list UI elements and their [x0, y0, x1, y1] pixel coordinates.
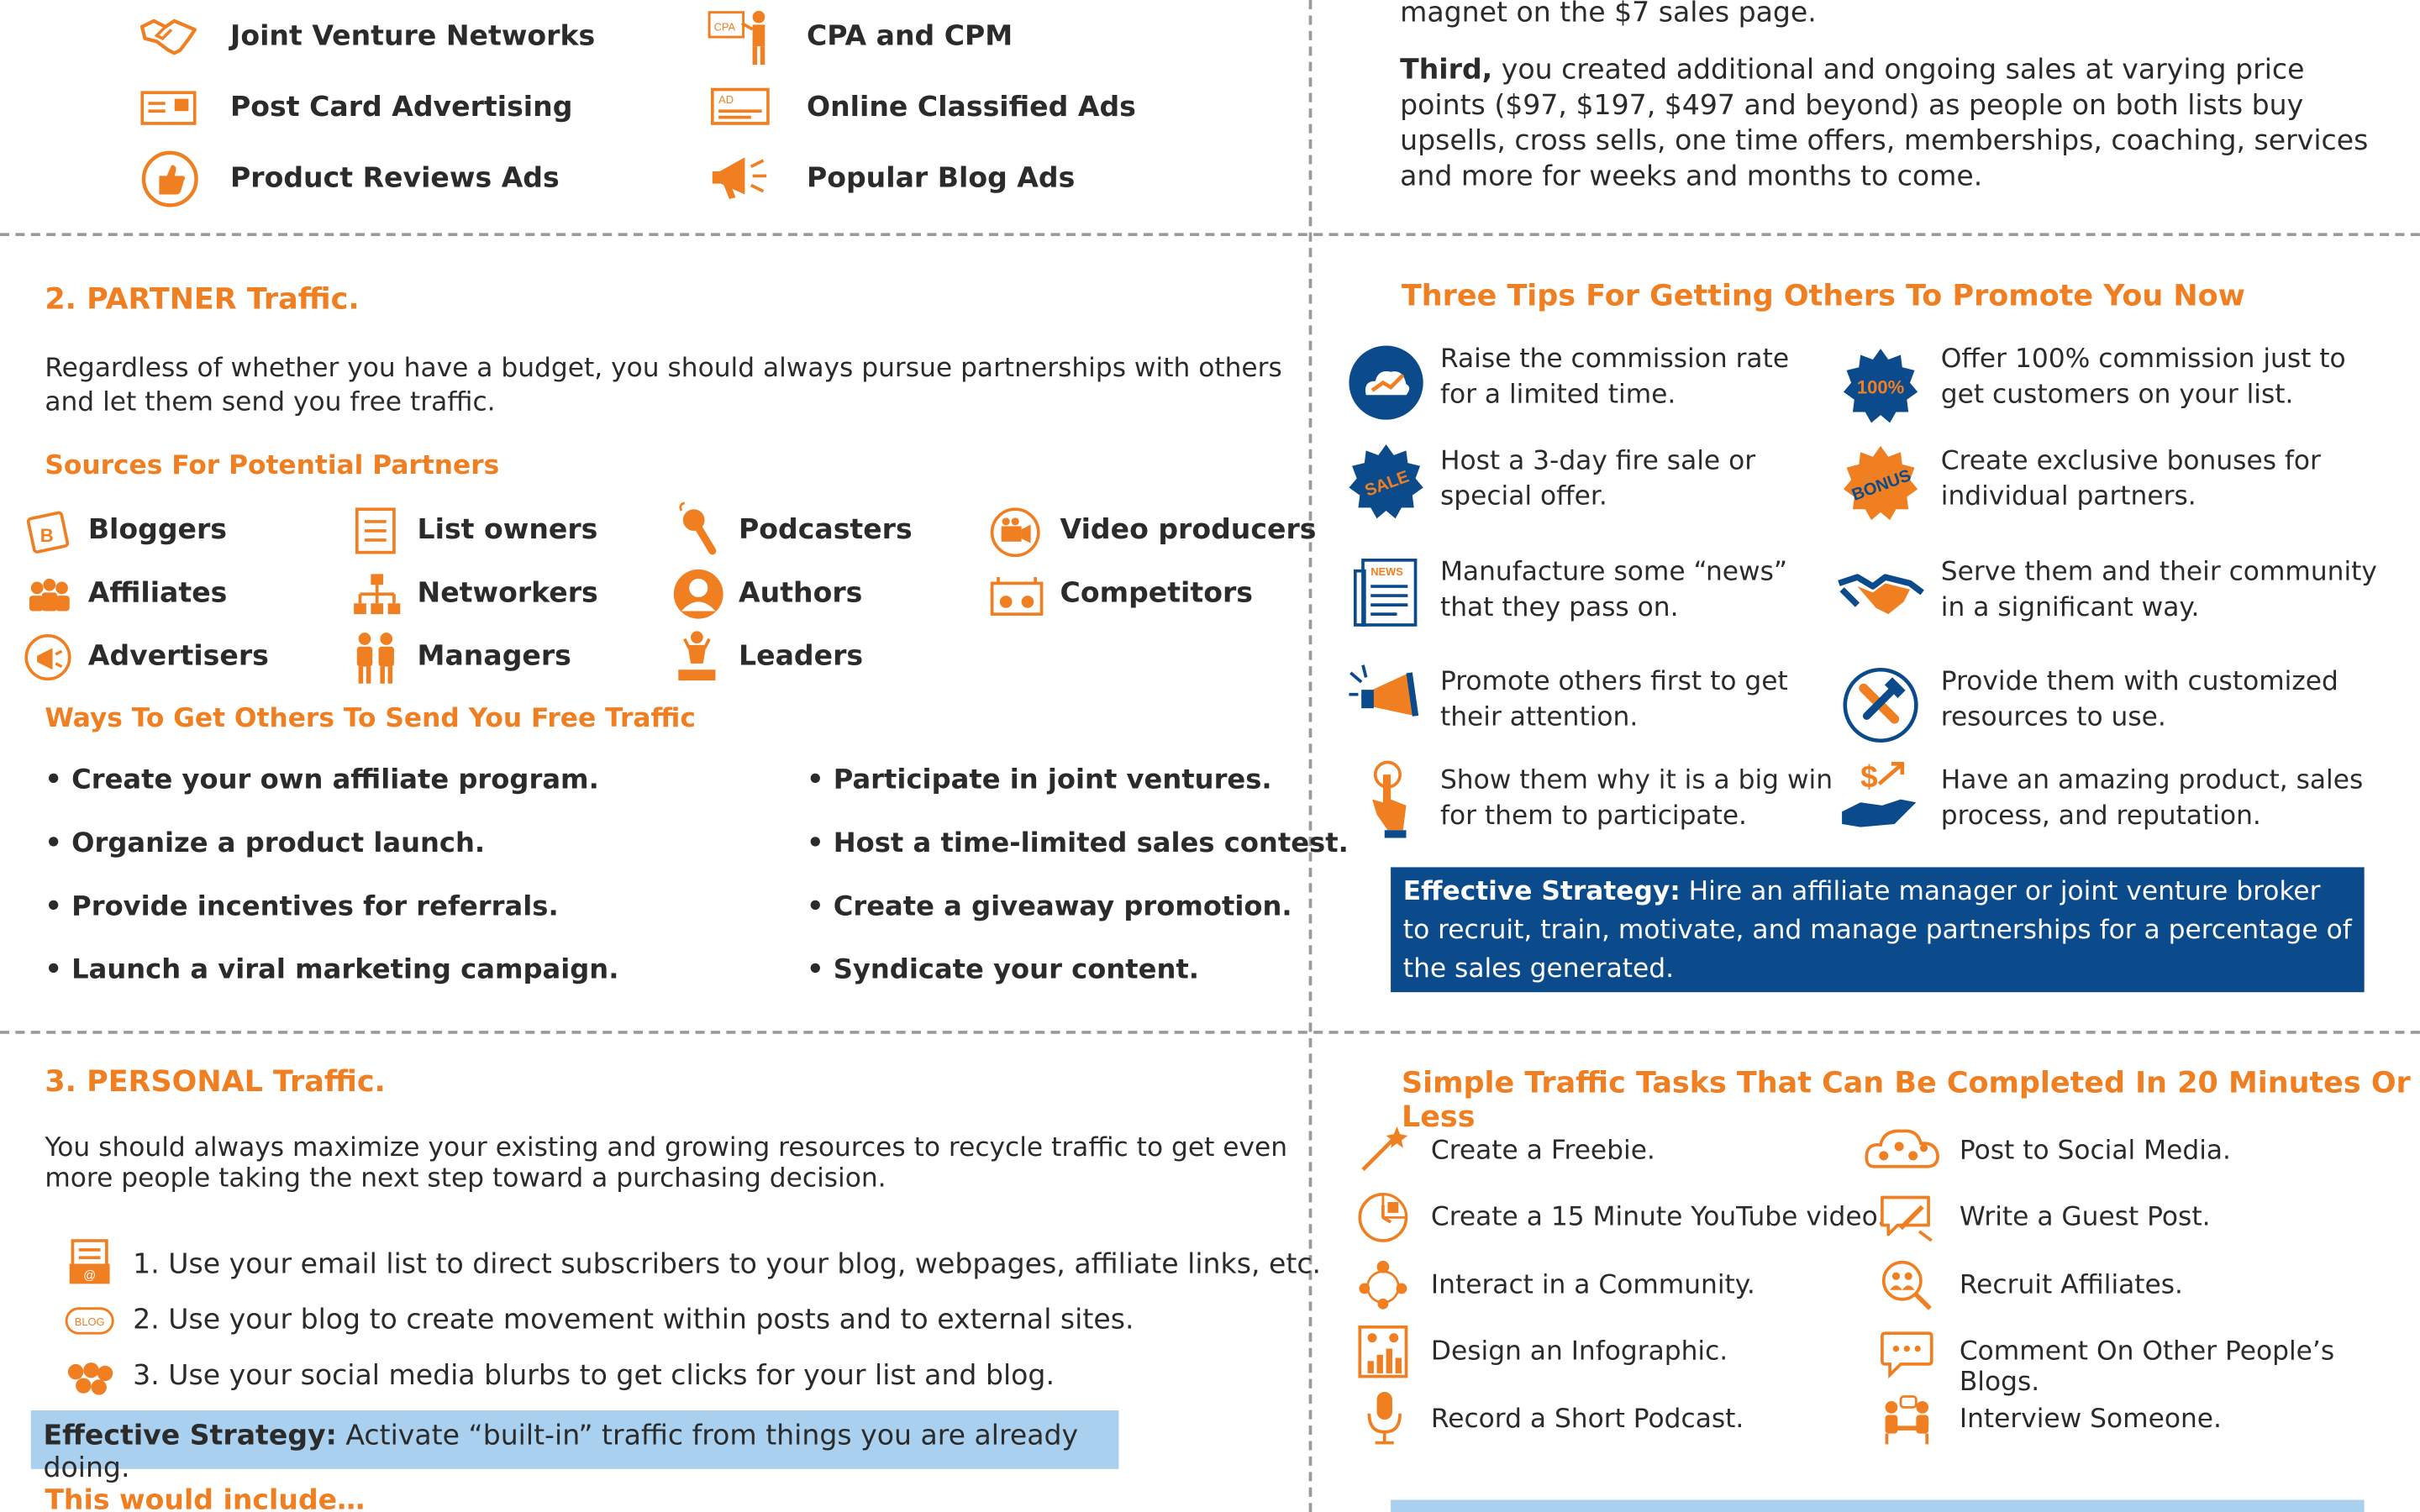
sales-page-text: magnet on the $7 sales page. — [1400, 0, 1817, 29]
task-text: Design an Infographic. — [1430, 1336, 1728, 1368]
tip-text: Show them why it is a big win for them to participate. — [1439, 765, 1833, 832]
task-text: Interact in a Community. — [1430, 1269, 1755, 1301]
megaphone-icon — [1348, 664, 1428, 728]
sale-badge-text: SALE — [1362, 467, 1412, 501]
ad-source-label: CPA and CPM — [806, 19, 1013, 53]
thumbs-up-icon — [140, 150, 199, 208]
clock-icon — [1357, 1191, 1410, 1243]
task-text: Record a Short Podcast. — [1430, 1404, 1744, 1436]
sources-title: Sources For Potential Partners — [45, 450, 500, 482]
task-text: Post to Social Media. — [1959, 1136, 2231, 1167]
source-label: Leaders — [739, 640, 864, 673]
ad-source-label: Joint Venture Networks — [230, 19, 596, 53]
personal-item-text: 3. Use your social media blurbs to get clicks for your list and blog. — [133, 1359, 1055, 1392]
bonus-badge-icon — [1842, 444, 1919, 522]
task-text: Create a 15 Minute YouTube video. — [1430, 1202, 1886, 1233]
infographic-icon — [1357, 1324, 1410, 1379]
tip-text: Provide them with customized resources to use. — [1940, 666, 2338, 733]
svg-text:$: $ — [1860, 759, 1878, 794]
personal-item-text: 1. Use your email list to direct subscribers to your blog, webpages, affiliate links, etc. — [133, 1248, 1322, 1281]
row-divider-2 — [0, 1031, 2420, 1034]
tip-text: Create exclusive bonuses for individual partners. — [1940, 445, 2321, 512]
svg-text:@: @ — [83, 1268, 97, 1283]
source-label: Managers — [417, 640, 571, 673]
ways-title: Ways To Get Others To Send You Free Traffic — [45, 703, 696, 735]
task-text: Write a Guest Post. — [1959, 1202, 2211, 1233]
money-hand-icon — [1839, 756, 1922, 837]
task-text: Create a Freebie. — [1430, 1136, 1655, 1167]
advertiser-icon — [24, 633, 73, 682]
tip-text: Offer 100% commission just to get customers on your list. — [1940, 344, 2346, 411]
way-item: • Host a time-limited sales contest. — [806, 828, 1349, 860]
source-label: Advertisers — [87, 640, 269, 673]
competitors-icon — [989, 574, 1044, 617]
source-label: Networkers — [417, 577, 598, 610]
tasks-title: Simple Traffic Tasks That Can Be Completed In 20 Minutes Or Less — [1401, 1066, 2411, 1135]
tips-strategy-box — [1391, 867, 2365, 992]
source-label: Bloggers — [87, 513, 228, 547]
svg-text:AD: AD — [718, 93, 734, 107]
task-text: Recruit Affiliates. — [1959, 1269, 2184, 1301]
social-cloud-icon — [1862, 1123, 1943, 1175]
source-label: Authors — [739, 577, 863, 610]
source-label: List owners — [417, 513, 598, 547]
recruit-icon — [1879, 1257, 1934, 1313]
svg-text:B: B — [39, 524, 54, 546]
magic-wand-icon — [1357, 1123, 1410, 1175]
task-text: Comment On Other People’s Blogs. — [1959, 1336, 2335, 1399]
third-text: you created additional and ongoing sales at varying price points ($97, $197, $497 and beyond) as people on both lists buy upsells, cross sells, one time offers, memberships, coaching, services and more for weeks and months to come. — [1400, 54, 2369, 193]
bonus-badge-text: BONUS — [1849, 466, 1914, 505]
include-heading: This would include… — [45, 1484, 366, 1512]
presenter-icon — [708, 8, 772, 66]
third-paragraph — [1400, 52, 2374, 194]
person-icon — [672, 568, 725, 620]
way-item: • Launch a viral marketing campaign. — [45, 955, 619, 986]
tools-icon — [1842, 667, 1919, 744]
handshake-icon — [1836, 564, 1926, 626]
strategy-label: Effective Strategy: — [1402, 876, 1681, 908]
personal-traffic-title: 3. PERSONAL Traffic. — [45, 1064, 386, 1099]
ad-source-label: Post Card Advertising — [230, 91, 573, 123]
network-icon — [352, 571, 402, 621]
personal-item-text: 2. Use your blog to create movement within posts and to external sites. — [133, 1304, 1134, 1336]
microphone-icon — [1363, 1389, 1406, 1447]
tasks-strategy-box — [1391, 1500, 2365, 1512]
personal-intro: You should always maximize your existing and growing resources to recycle traffic to get even more people taking the next step toward a purchasing decision. — [45, 1132, 1288, 1194]
blogger-icon — [24, 509, 73, 555]
handshake-icon — [139, 11, 198, 63]
video-camera-icon — [989, 507, 1042, 559]
cloud-chart-icon — [1348, 344, 1425, 422]
way-item: • Participate in joint ventures. — [806, 765, 1272, 796]
ad-source-label: Product Reviews Ads — [230, 161, 560, 195]
way-item: • Provide incentives for referrals. — [45, 891, 559, 923]
tip-text: Serve them and their community in a significant way. — [1940, 557, 2377, 624]
strategy-label: Effective Strategy: — [43, 1420, 337, 1452]
source-label: Competitors — [1060, 577, 1253, 610]
percent-badge-icon — [1842, 347, 1919, 424]
tip-text: Raise the commission rate for a limited time. — [1439, 344, 1790, 411]
managers-icon — [350, 629, 402, 685]
sale-badge-icon — [1348, 443, 1425, 520]
list-icon — [352, 505, 398, 557]
interview-icon — [1879, 1392, 1934, 1447]
row-divider-1 — [0, 233, 2420, 236]
source-label: Affiliates — [87, 577, 228, 610]
community-icon — [1357, 1257, 1410, 1313]
way-item: • Syndicate your content. — [806, 955, 1200, 986]
newspaper-icon — [1350, 555, 1422, 629]
group-icon — [24, 573, 76, 619]
postcard-icon — [140, 88, 196, 129]
microphone-icon — [676, 501, 722, 557]
source-label: Podcasters — [739, 513, 913, 547]
classified-ad-icon — [711, 87, 770, 129]
blog-icon — [65, 1304, 114, 1341]
blog-badge-text: BLOG — [74, 1315, 105, 1328]
tip-text: Promote others first to get their attention. — [1439, 666, 1788, 733]
way-item: • Organize a product launch. — [45, 828, 486, 860]
tip-text: Have an amazing product, sales process, and reputation. — [1940, 765, 2364, 832]
pointing-hand-icon — [1357, 759, 1419, 840]
percent-badge-text: 100% — [1856, 376, 1905, 398]
svg-text:CPA: CPA — [713, 20, 736, 34]
source-label: Video producers — [1060, 513, 1317, 547]
tips-title: Three Tips For Getting Others To Promote You Now — [1401, 279, 2245, 313]
email-icon — [68, 1239, 111, 1285]
partner-intro: Regardless of whether you have a budget, you should always pursue partnerships with others and let them send you free traffic. — [45, 353, 1282, 418]
news-badge-text: NEWS — [1370, 565, 1403, 579]
comment-icon — [1879, 1327, 1934, 1379]
way-item: • Create a giveaway promotion. — [806, 891, 1292, 923]
personal-strategy-box — [31, 1410, 1119, 1485]
tip-text: Host a 3-day fire sale or special offer. — [1439, 445, 1756, 512]
megaphone-icon — [711, 151, 770, 203]
strategy-text: Activate “built-in” traffic from things you are already doing. — [43, 1420, 1079, 1485]
strategy-text: Hire an affiliate manager or joint venture broker to recruit, train, motivate, and manage partnerships for a percentage of the sales generated. — [1402, 876, 2352, 985]
partner-traffic-title: 2. PARTNER Traffic. — [45, 282, 360, 317]
column-divider — [1309, 0, 1313, 1512]
ad-source-label: Popular Blog Ads — [806, 161, 1076, 195]
third-label: Third, — [1400, 54, 1493, 87]
ad-source-label: Online Classified Ads — [806, 91, 1136, 123]
tip-text: Manufacture some “news” that they pass on. — [1439, 557, 1788, 624]
way-item: • Create your own affiliate program. — [45, 765, 599, 796]
task-text: Interview Someone. — [1959, 1404, 2222, 1436]
leader-podium-icon — [676, 629, 718, 681]
social-media-icon — [65, 1359, 114, 1396]
guest-post-icon — [1879, 1191, 1934, 1243]
